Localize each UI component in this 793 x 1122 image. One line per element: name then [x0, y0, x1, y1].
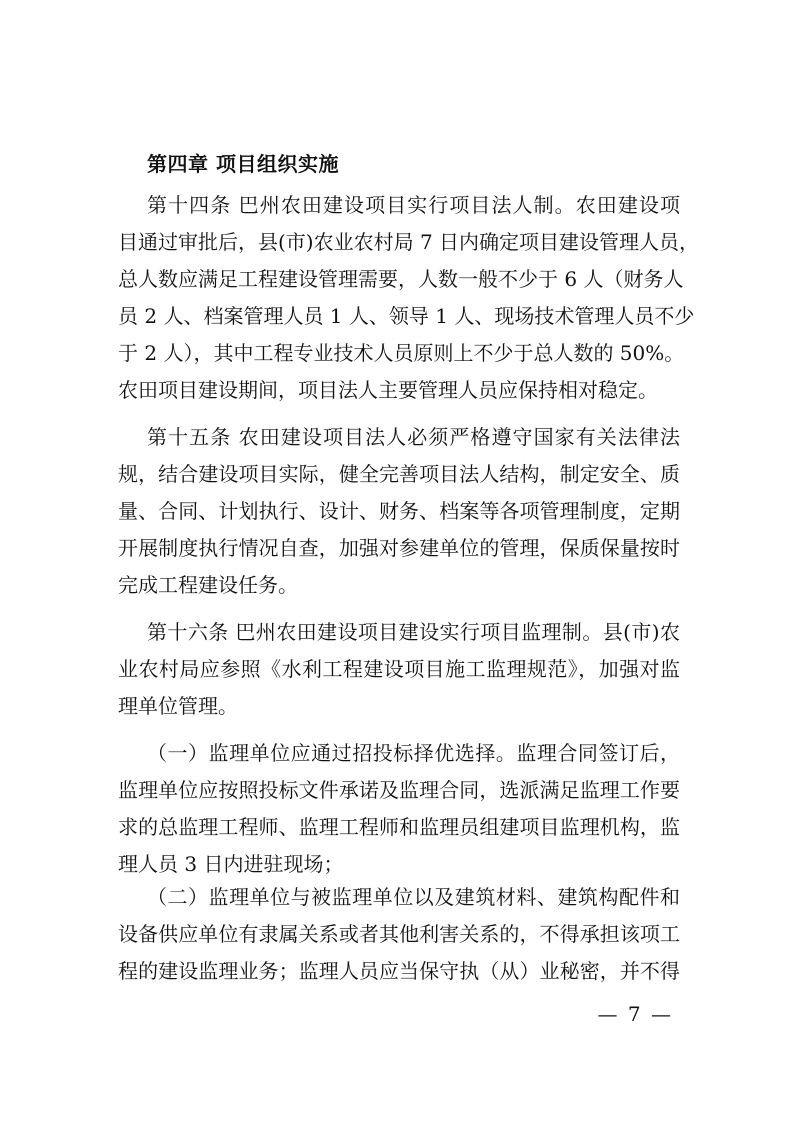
paragraph-line: 监理单位应按照投标文件承诺及监理合同，选派满足监理工作要	[118, 778, 680, 802]
paragraph-line: 第十五条 农田建设项目法人必须严格遵守国家有关法律法	[147, 425, 680, 449]
paragraph-line: 程的建设监理业务；监理人员应当保守执（从）业秘密，并不得	[118, 959, 680, 983]
paragraph-line: 理人员 3 日内进驻现场；	[118, 852, 344, 876]
paragraph-line: （一）监理单位应通过招投标择优选择。监理合同签订后，	[147, 741, 680, 765]
paragraph-line: （二）监理单位与被监理单位以及建筑材料、建筑构配件和	[147, 885, 680, 909]
paragraph-line: 完成工程建设任务。	[118, 573, 298, 597]
paragraph-line: 规，结合建设项目实际，健全完善项目法人结构，制定安全、质	[118, 462, 680, 486]
paragraph-line: 农田项目建设期间，项目法人主要管理人员应保持相对稳定。	[118, 378, 658, 402]
paragraph-line: 设备供应单位有隶属关系或者其他利害关系的，不得承担该项工	[118, 922, 680, 946]
paragraph-line: 总人数应满足工程建设管理需要，人数一般不少于 6 人（财务人	[118, 267, 684, 291]
paragraph-line: 量、合同、计划执行、设计、财务、档案等各项管理制度，定期	[118, 499, 680, 523]
paragraph-line: 员 2 人、档案管理人员 1 人、领导 1 人、现场技术管理人员不少	[118, 304, 695, 328]
paragraph-line: 理单位管理。	[118, 694, 238, 718]
chapter-heading: 第四章 项目组织实施	[147, 152, 339, 176]
paragraph-line: 第十六条 巴州农田建设项目建设实行项目监理制。县(市)农	[147, 620, 680, 644]
paragraph-line: 业农村局应参照《水利工程建设项目施工监理规范》，加强对监	[118, 657, 680, 681]
paragraph-line: 于 2 人），其中工程专业技术人员原则上不少于总人数的 50%。	[118, 341, 685, 365]
paragraph-line: 目通过审批后，县(市)农业农村局 7 日内确定项目建设管理人员，	[118, 230, 700, 254]
page-number: — 7 —	[597, 1002, 673, 1026]
paragraph-line: 第十四条 巴州农田建设项目实行项目法人制。农田建设项	[147, 193, 680, 217]
paragraph-line: 开展制度执行情况自查，加强对参建单位的管理，保质保量按时	[118, 536, 680, 560]
paragraph-line: 求的总监理工程师、监理工程师和监理员组建项目监理机构，监	[118, 815, 680, 839]
